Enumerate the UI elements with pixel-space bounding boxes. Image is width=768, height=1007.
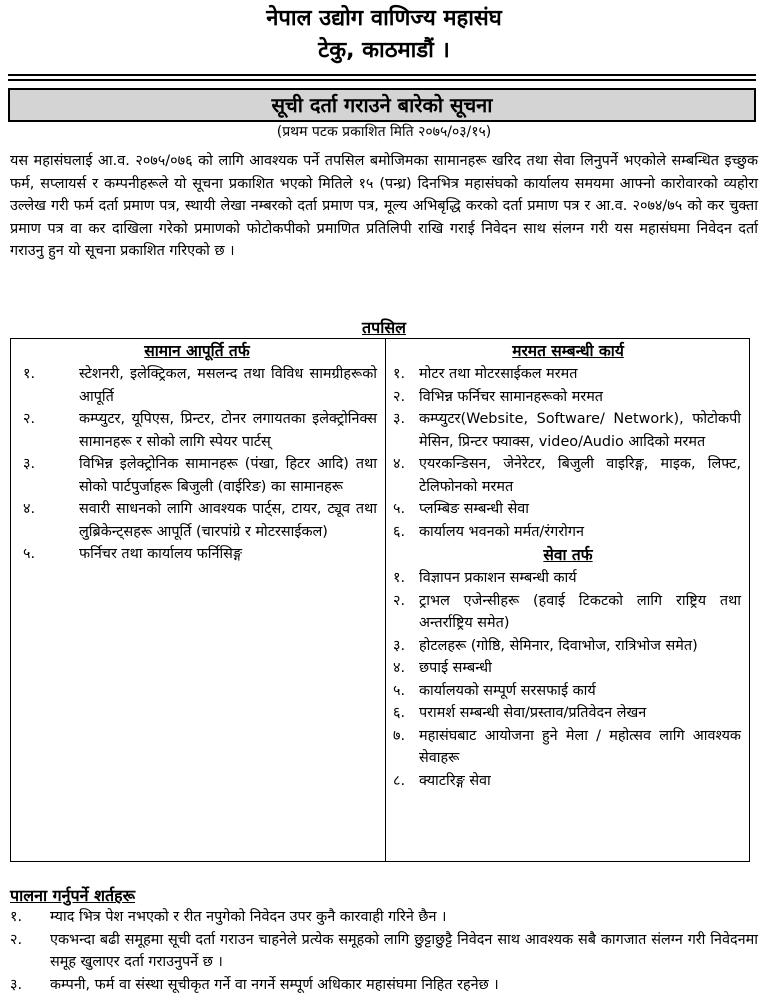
list-item [387,453,749,498]
item-number: ६. [393,523,406,540]
supply-column [11,339,383,566]
item-number: ४. [393,660,406,676]
item-text: मोटर तथा मोटरसाईकल मरमत [419,366,578,382]
list-item [387,521,749,544]
item-text: कम्प्युटर, यूपिएस, प्रिन्टर, टोनर लगायतका इलेक्ट्रोनिक्स सामानहरू र सोको लागि स्पेयर पार्टस् [79,411,377,450]
conditions-heading: पालना गर्नुपर्ने शर्तहरू [10,886,136,905]
item-number: ८. [393,772,406,789]
notice-title: सूची दर्ता गराउने बारेको सूचना [8,88,756,122]
item-text: एयरकन्डिसन, जेनेरेटर, बिजुली वाइरिङ्ग, माइक, लिफ्ट, टेलिफोनको मरमत [419,456,741,495]
item-number: ५. [393,501,406,517]
column-divider [385,339,386,861]
list-item [387,498,749,521]
item-text: छपाई सम्बन्धी [419,660,492,676]
item-number: २. [23,411,36,427]
repair-service-column [387,339,749,792]
item-number: ६. [393,705,406,721]
list-item [10,929,758,974]
list-item [387,363,749,386]
item-number: २. [10,931,23,948]
conditions-list [10,906,758,996]
list-item [10,974,758,997]
list-item [11,498,383,543]
list-item [387,590,749,635]
list-item [387,567,749,590]
item-text: विभिन्न फर्निचर सामानहरूको मरमत [419,388,604,405]
item-text: कम्पनी, फर्म वा संस्था सूचीकृत गर्ने वा नगर्ने सम्पूर्ण अधिकार महासंघमा निहित रहनेछ । [50,976,499,993]
item-number: ५. [23,546,36,562]
item-text: क्याटरिङ्ग सेवा [419,772,491,789]
item-number: ७. [393,727,406,744]
item-number: ३. [393,637,406,654]
item-text: होटलहरू (गोष्ठि, सेमिनार, दिवाभोज, रात्रिभोज समेत) [419,637,698,654]
item-number: २. [393,592,406,609]
item-text: महासंघबाट आयोजना हुने मेला / महोत्सव लागि आवश्यक सेवाहरू [419,727,741,766]
item-text: विज्ञापन प्रकाशन सम्बन्धी कार्य [419,570,577,586]
list-item [387,770,749,793]
publication-date: (प्रथम पटक प्रकाशित मिति २०७५/०३/१५) [276,124,492,140]
list-item [11,408,383,453]
details-heading: तपसिल [361,318,407,337]
list-item [387,408,749,453]
item-text: कार्यालयको सम्पूर्ण सरसफाई कार्य [419,682,596,699]
organization-name: नेपाल उद्योग वाणिज्य महासंघ [266,6,502,31]
repair-list [387,363,749,543]
list-item [11,453,383,498]
item-text: प्लम्बिङ सम्बन्धी सेवा [419,501,530,517]
item-number: २. [393,388,406,405]
item-text: सवारी साधनको लागि आवश्यक पार्ट्स, टायर, ट्यूव तथा लुब्रिकेन्ट्सहरू आपूर्ति (चारपांग्रे र मोटरसाईकल) [79,501,377,540]
item-number: ३. [23,456,36,472]
item-text: फर्निचर तथा कार्यालय फर्निसिङ्ग [79,546,243,562]
details-table [10,338,750,862]
list-item [387,386,749,409]
supply-list [11,363,383,566]
list-item [387,657,749,680]
list-item [387,725,749,770]
item-number: ४. [393,456,406,472]
header-divider-top [8,74,756,76]
item-number: ५. [393,682,406,699]
item-number: ३. [10,976,23,993]
item-text: परामर्श सम्बन्धी सेवा/प्रस्ताव/प्रतिवेदन लेखन [419,705,647,721]
header-divider-bottom [8,79,756,81]
item-text: कम्प्युटर(Website, Software/ Network), फोटोकपी मेसिन, प्रिन्टर फ्याक्स, video/Audio आदिको मरमत [419,411,741,450]
organization-address: टेकु, काठमाडौं । [318,38,450,63]
repair-heading: मरमत सम्बन्धी कार्य [512,342,624,360]
item-number: १. [393,570,406,586]
item-number: ४. [23,501,36,517]
list-item [10,906,758,929]
item-number: ३. [393,411,406,427]
item-text: कार्यालय भवनको मर्मत/रंगरोगन [419,523,584,540]
item-text: म्याद भित्र पेश नभएको र रीत नपुगेको निवेदन उपर कुनै कारवाही गरिने छैन । [50,909,447,925]
item-text: स्टेशनरी, इलेक्ट्रिकल, मसलन्द तथा विविध सामग्रीहरूको आपूर्ति [79,366,377,405]
item-text: ट्राभल एजेन्सीहरू (हवाई टिकटको लागि राष्ट्रिय तथा अन्तर्राष्ट्रिय समेत) [419,592,741,631]
notice-body: यस महासंघलाई आ.व. २०७५/०७६ को लागि आवश्यक पर्ने तपसिल बमोजिमका सामानहरू खरिद तथा सेवा लिनुपर्ने भएकोले सम्बन्धित इच्छुक फर्म, सप्लायर्स र कम्पनीहरूले यो सूचना प्रकाशित भएको मितिले १५ (पन्ध्र) दिनभित्र महासंघको कार्यालय समयमा आफ्नो कारोवारको व्यहोरा उल्लेख गरी फर्म दर्ता प्रमाण पत्र, स्थायी लेखा नम्बरको दर्ता प्रमाण पत्र, मूल्य अभिबृद्धि करको दर्ता प्रमाण पत्र र आ.व. २०७४/७५ को कर चुक्ता प्रमाण पत्र वा कर दाखिला गरेको प्रमाणको फोटोकपीको प्रमाणित प्रतिलिपी राखि गराई निवेदन साथ संलग्न गरी यस महासंघमा निवेदन दर्ता गराउनु हुन यो सूचना प्रकाशित गरिएको छ । [10,153,758,259]
item-number: १. [10,909,23,925]
service-heading: सेवा तर्फ [543,546,593,564]
list-item [387,680,749,703]
list-item [387,702,749,725]
item-text: विभिन्न इलेक्ट्रोनिक सामानहरू (पंखा, हिटर आदि) तथा सोको पार्टपुर्जाहरू बिजुली (वाईरिङ) का सामानहरू [79,456,377,495]
list-item [11,363,383,408]
supply-heading: सामान आपूर्ति तर्फ [144,342,250,360]
item-text: एकभन्दा बढी समूहमा सूची दर्ता गराउन चाहनेले प्रत्येक समूहको लागि छुट्टाछुट्टै निवेदन साथ आवश्यक सबै कागजात संलग्न गरी निवेदनमा समूह खुलाएर दर्ता गराउनुपर्ने छ । [50,931,758,970]
service-list [387,567,749,792]
item-number: १. [23,366,36,382]
list-item [387,635,749,658]
item-number: १. [393,366,406,382]
list-item [11,543,383,566]
